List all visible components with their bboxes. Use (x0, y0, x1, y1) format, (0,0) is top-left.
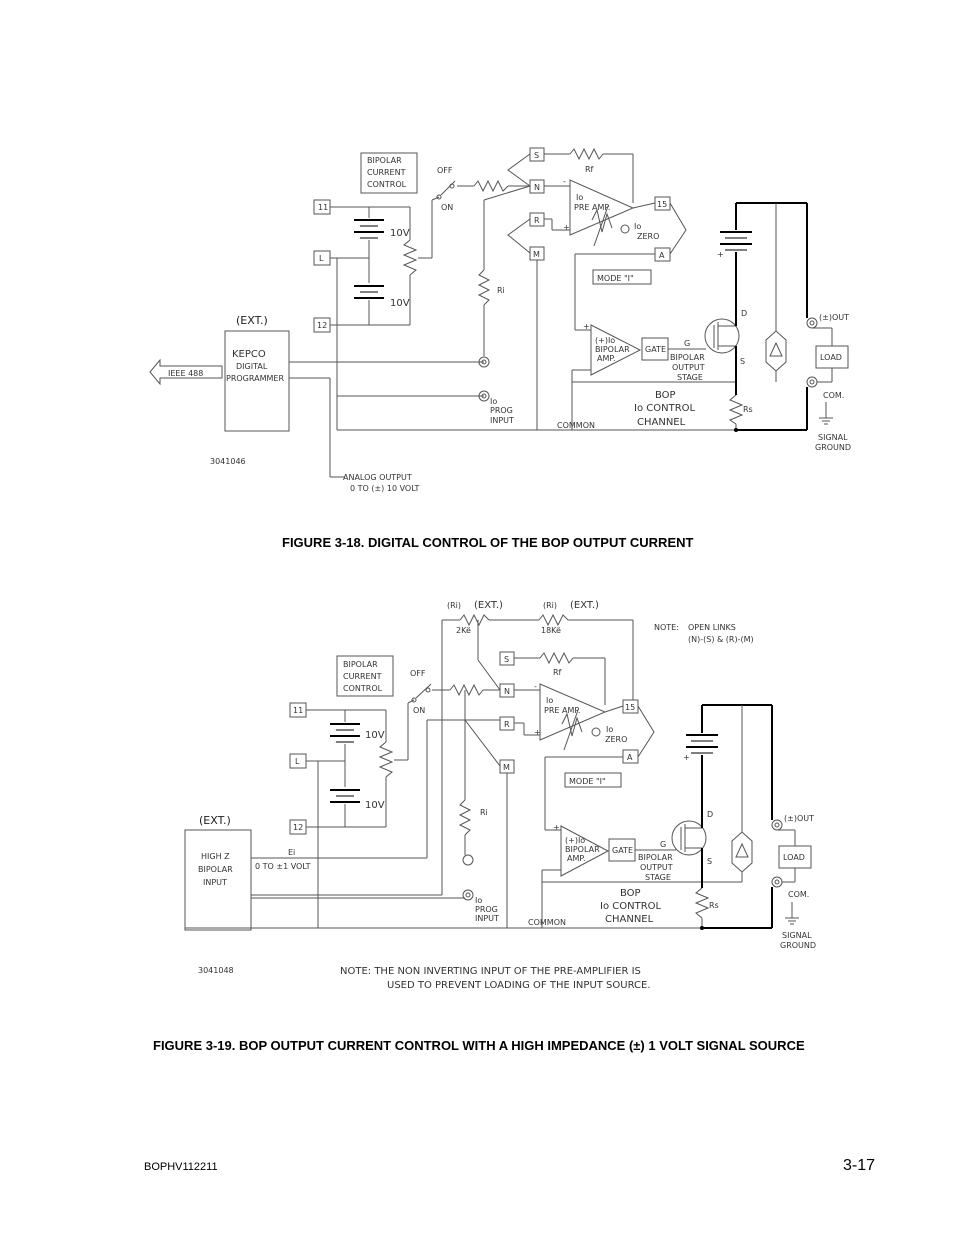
label: OFF (410, 669, 426, 678)
label: Io (606, 725, 614, 734)
label: (EXT.) (474, 600, 503, 611)
label: Io (475, 896, 483, 905)
label: + (683, 753, 690, 762)
label: MODE "I" (597, 274, 634, 283)
label: 10V (365, 800, 385, 811)
label: Io (490, 397, 498, 406)
out-terminal (772, 820, 782, 830)
label: INPUT (490, 416, 514, 425)
label: BOP (655, 390, 676, 401)
label: BIPOLAR (670, 353, 705, 362)
label: R (534, 216, 540, 225)
label: PROG (490, 406, 513, 415)
label: OUTPUT (640, 863, 673, 872)
label: CONTROL (367, 180, 407, 189)
figure-19-caption: FIGURE 3-19. BOP OUTPUT CURRENT CONTROL WITH A HIGH IMPEDANCE (±) 1 VOLT SIGNAL SOURCE (153, 1038, 805, 1053)
label: + (534, 728, 541, 737)
label: ANALOG OUTPUT (343, 473, 412, 482)
document-id: BOPHV112211 (144, 1161, 218, 1173)
label: INPUT (475, 914, 499, 923)
label: COM. (788, 890, 810, 899)
label: - (583, 365, 586, 374)
label: MODE "I" (569, 777, 606, 786)
label: CURRENT (367, 168, 406, 177)
label: DIGITAL (236, 362, 268, 371)
label: GROUND (815, 443, 852, 452)
label: D (707, 810, 714, 819)
label: 18Kë (541, 626, 561, 635)
label: PRE AMP. (574, 203, 611, 212)
label: INPUT (203, 878, 227, 887)
label: 10V (365, 730, 385, 741)
label: PRE AMP. (544, 706, 581, 715)
label: Io CONTROL (600, 901, 662, 912)
label: L (295, 757, 300, 766)
out-terminal (807, 318, 817, 328)
label: D (741, 309, 748, 318)
prog-input-terminal (463, 890, 473, 900)
label: - (534, 682, 537, 691)
label: ZERO (637, 232, 660, 241)
label: COMMON (557, 421, 595, 430)
figure-18-caption: FIGURE 3-18. DIGITAL CONTROL OF THE BOP OUTPUT CURRENT (282, 535, 694, 550)
label: COM. (823, 391, 845, 400)
label: S (740, 357, 746, 366)
label: SIGNAL (818, 433, 848, 442)
label: + (583, 322, 590, 331)
label: HIGH Z (201, 852, 230, 861)
label: KEPCO (232, 349, 266, 360)
label: LOAD (820, 353, 842, 362)
label: (EXT.) (570, 600, 599, 611)
label: + (563, 223, 570, 232)
label: G (684, 339, 691, 348)
label: OFF (437, 166, 453, 175)
label: Rf (553, 668, 562, 677)
label: BIPOLAR (565, 845, 600, 854)
label: AMP. (567, 854, 586, 863)
label: 3041046 (210, 457, 246, 466)
label: BIPOLAR (198, 865, 233, 874)
label: Rf (585, 165, 594, 174)
label: A (627, 753, 633, 762)
terminal-circle (463, 855, 473, 865)
label: - (553, 865, 556, 874)
label: CURRENT (343, 672, 382, 681)
mosfet-symbol (672, 821, 706, 855)
label: 3041048 (198, 966, 234, 975)
label: CHANNEL (605, 914, 654, 925)
label: Ri (480, 808, 488, 817)
label: 10V (390, 298, 410, 309)
label: 12 (293, 823, 304, 832)
label: (EXT.) (236, 314, 268, 327)
label: STAGE (677, 373, 703, 382)
label: 15 (657, 200, 668, 209)
label: COMMON (528, 918, 566, 927)
label: GATE (612, 846, 633, 855)
label: ON (413, 706, 426, 715)
label: Ei (288, 848, 296, 857)
mosfet-symbol (705, 319, 739, 353)
label: IEEE 488 (168, 369, 204, 378)
label: LOAD (783, 853, 805, 862)
label: + (553, 823, 560, 832)
label: Io (546, 696, 554, 705)
label: STAGE (645, 873, 671, 882)
label: (+)Io (565, 836, 586, 845)
note-line-2: USED TO PREVENT LOADING OF THE INPUT SOURCE. (387, 980, 651, 991)
label: OPEN LINKS (688, 623, 736, 632)
label: S (534, 151, 540, 160)
label: NOTE: (654, 623, 679, 632)
label: (Ri) (543, 601, 558, 610)
label: (N)-(S) & (R)-(M) (688, 635, 754, 644)
label: N (534, 183, 540, 192)
label: 11 (293, 706, 304, 715)
label: OUTPUT (672, 363, 705, 372)
page-number: 3-17 (843, 1157, 876, 1174)
label: R (504, 720, 510, 729)
label: M (503, 763, 510, 772)
label: Ri (497, 286, 505, 295)
label: 12 (317, 321, 328, 330)
label: (+)Io (595, 336, 616, 345)
label: (±)OUT (784, 814, 814, 823)
com-terminal (807, 377, 817, 387)
label: 2Kë (456, 626, 471, 635)
label: A (659, 251, 665, 260)
label: GROUND (780, 941, 817, 950)
label: (±)OUT (819, 313, 849, 322)
com-terminal (772, 877, 782, 887)
label: Rs (709, 901, 719, 910)
label: PROG (475, 905, 498, 914)
label: CONTROL (343, 684, 383, 693)
label: SIGNAL (782, 931, 812, 940)
label: ZERO (605, 735, 628, 744)
figure-19-schematic (185, 600, 816, 991)
label: Io (634, 222, 642, 231)
label: CHANNEL (637, 417, 686, 428)
label: BIPOLAR (595, 345, 630, 354)
label: (Ri) (447, 601, 462, 610)
figure-18-schematic (150, 148, 851, 493)
label: 11 (318, 203, 329, 212)
label: GATE (645, 345, 666, 354)
label: 15 (625, 703, 636, 712)
label: BIPOLAR (638, 853, 673, 862)
label: Io CONTROL (634, 403, 696, 414)
label: M (533, 250, 540, 259)
note-line-1: NOTE: THE NON INVERTING INPUT OF THE PRE-AMPLIFIER IS (340, 966, 641, 977)
label: 10V (390, 228, 410, 239)
label: S (504, 655, 510, 664)
label: (EXT.) (199, 814, 231, 827)
label: + (717, 250, 724, 259)
label: PROGRAMMER (226, 374, 285, 383)
label: G (660, 840, 667, 849)
label: AMP. (597, 354, 616, 363)
label: BOP (620, 888, 641, 899)
label: - (563, 177, 566, 186)
label: N (504, 687, 510, 696)
label: 0 TO ±1 VOLT (255, 862, 311, 871)
label: L (319, 254, 324, 263)
label: Io (576, 193, 584, 202)
label: S (707, 857, 713, 866)
label: 0 TO (±) 10 VOLT (350, 484, 420, 493)
label: BIPOLAR (343, 660, 378, 669)
label: BIPOLAR (367, 156, 402, 165)
label: Rs (743, 405, 753, 414)
label: ON (441, 203, 454, 212)
